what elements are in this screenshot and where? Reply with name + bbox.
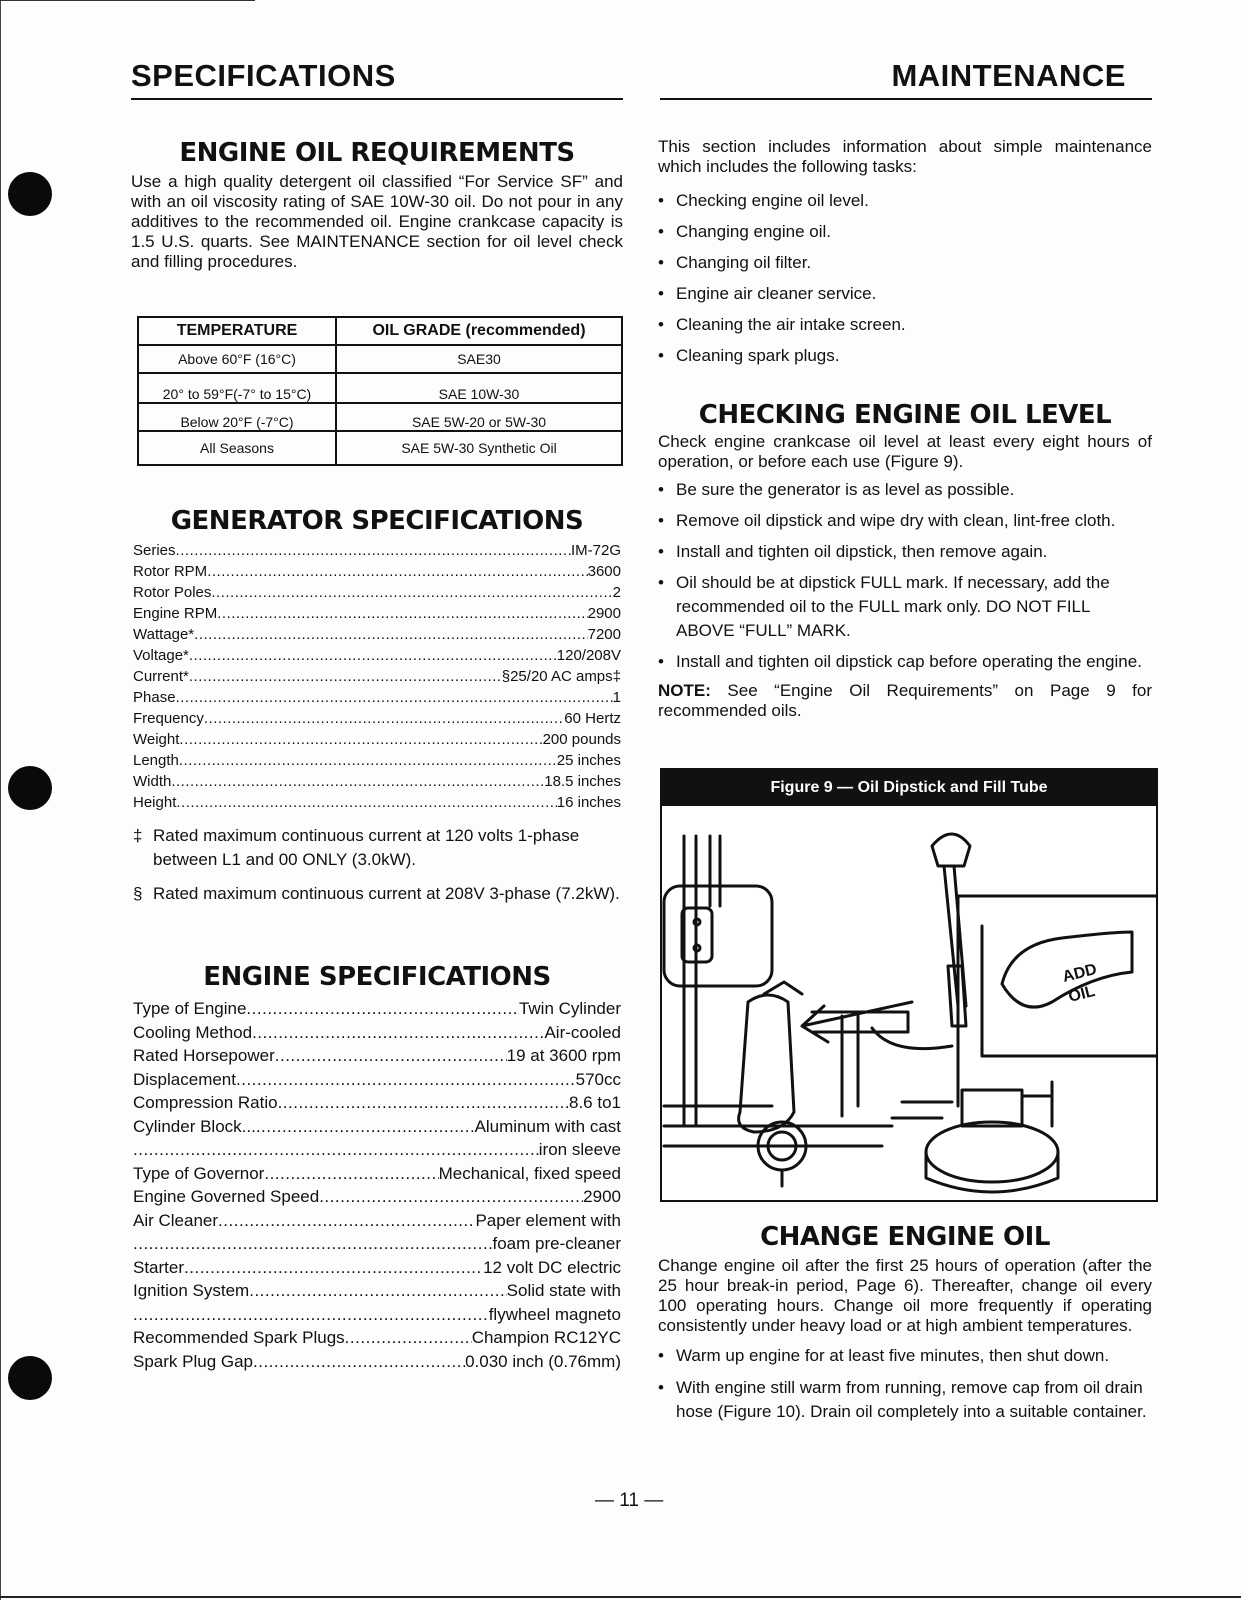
spec-label: Length: [133, 752, 179, 769]
maintenance-task-list: [658, 185, 1152, 371]
spec-row: [133, 1068, 621, 1092]
spec-label: Air Cleaner: [133, 1210, 219, 1230]
spec-value: 18.5 inches: [544, 773, 621, 790]
spec-label: Wattage*: [133, 626, 195, 643]
oil-grade-cell: SAE 5W-20 or 5W-30: [336, 403, 622, 431]
spec-value: 570cc: [575, 1069, 621, 1089]
spec-value: IM-72G: [570, 542, 621, 559]
spec-row: [133, 666, 621, 687]
footnote-text: Rated maximum continuous current at 208V 3-phase (7.2kW).: [153, 884, 620, 903]
table-row: [138, 403, 622, 431]
spec-row: [133, 582, 621, 603]
checking-oil-section: [658, 400, 1152, 721]
spec-value: §25/20 AC amps‡: [501, 668, 621, 685]
spec-value: 3600: [587, 563, 621, 580]
figure-9-caption: Figure 9 — Oil Dipstick and Fill Tube: [662, 770, 1156, 806]
spec-value: flywheel magneto: [488, 1304, 621, 1324]
dot-leader: [204, 708, 564, 729]
spec-value: 200 pounds: [542, 731, 621, 748]
dot-leader: [179, 729, 542, 750]
engine-spec-list: [133, 997, 621, 1373]
spec-label: Frequency: [133, 710, 204, 727]
dot-leader: [236, 1068, 576, 1092]
change-oil-section: [658, 1222, 1152, 1424]
spec-value: Twin Cylinder: [518, 999, 621, 1018]
spec-row: [133, 750, 621, 771]
spec-label: Engine RPM: [133, 605, 218, 622]
engine-specifications-title: ENGINE SPECIFICATIONS: [203, 962, 551, 992]
spec-label: Weight: [133, 731, 180, 748]
spec-row: [133, 771, 621, 792]
page-number: — 11 —: [595, 1490, 664, 1511]
dot-leader: [252, 1021, 544, 1045]
spec-label: Ignition System: [133, 1281, 250, 1300]
spec-row: [133, 1232, 621, 1256]
scan-top-line: [0, 0, 255, 1]
dot-leader: [264, 1162, 438, 1186]
engine-oil-requirements-text: Use a high quality detergent oil classified “For Service SF” and with an oil viscosity rating of SAE 10W-30 oil. Do not pour in any additives to the recommended oil. Engine crankcase capacity is 1.5 U.S. quarts. See MAINTENANCE section for oil level check and filling procedures.: [131, 172, 623, 271]
spec-row: [133, 603, 621, 624]
spec-row: [133, 561, 621, 582]
spec-value: 60 Hertz: [564, 710, 621, 727]
spec-label: Voltage*: [133, 647, 189, 664]
engine-oil-requirements-title: ENGINE OIL REQUIREMENTS: [179, 138, 575, 168]
oil-grade-cell: SAE 5W-30 Synthetic Oil: [336, 431, 622, 465]
spec-row: [133, 1138, 621, 1162]
list-item: • Changing oil filter.: [658, 247, 1152, 278]
spec-value: 12 volt DC electric: [483, 1257, 621, 1277]
list-item: • Install and tighten oil dipstick cap before operating the engine.: [658, 650, 1152, 674]
dot-leader: [176, 792, 556, 813]
dot-leader: [189, 645, 557, 666]
spec-value: Champion RC12YC: [471, 1328, 621, 1347]
footnote-text: Rated maximum continuous current at 120 volts 1-phase between L1 and 00 ONLY (3.0kW).: [153, 826, 580, 869]
table-row: [138, 373, 622, 403]
list-item: • Cleaning the air intake screen.: [658, 309, 1152, 340]
oil-grade-column-header: OIL GRADE (recommended): [336, 317, 622, 345]
scan-bottom-line: [0, 1596, 1241, 1598]
footnote-symbol: §: [133, 884, 143, 903]
generator-spec-notes: [133, 824, 625, 906]
list-item: • Be sure the generator is as level as possible.: [658, 478, 1152, 502]
spec-label: Type of Engine: [133, 999, 247, 1018]
spec-label: Starter: [133, 1257, 185, 1277]
dot-leader: [184, 1256, 483, 1280]
maintenance-intro-text: This section includes information about simple maintenance which includes the following tasks:: [658, 137, 1152, 176]
list-item: • Warm up engine for at least five minutes, then shut down.: [658, 1344, 1152, 1368]
spec-row: [133, 1091, 621, 1115]
spec-row: [133, 729, 621, 750]
spec-value: 0.030 inch (0.76mm): [465, 1351, 621, 1371]
list-item: • Remove oil dipstick and wipe dry with clean, lint-free cloth.: [658, 509, 1152, 533]
spec-value: 2: [612, 584, 621, 601]
dot-leader: [275, 1044, 507, 1068]
change-oil-steps: [658, 1344, 1152, 1424]
dot-leader: [176, 687, 613, 708]
dot-leader: [217, 603, 587, 624]
dot-leader: [345, 1326, 472, 1350]
punch-hole-2: [8, 766, 52, 810]
note-label: NOTE:: [658, 681, 711, 700]
figure-9: [660, 768, 1158, 1202]
spec-row: [133, 1303, 621, 1327]
spec-label: Phase: [133, 689, 176, 706]
spec-value: 25 inches: [556, 752, 621, 769]
page-left-edge: [0, 0, 1, 1600]
spec-label: Type of Governor: [133, 1163, 265, 1183]
engine-oil-requirements-section: [131, 138, 623, 272]
dot-leader: [319, 1185, 583, 1209]
list-item: • With engine still warm from running, remove cap from oil drain hose (Figure 10). Drain oil completely into a suitable container.: [658, 1376, 1152, 1424]
maintenance-header: MAINTENANCE: [891, 58, 1126, 93]
checking-oil-text: Check engine crankcase oil level at least every eight hours of operation, or before each use (Figure 9).: [658, 432, 1152, 471]
add-oil-label-2: OIL: [1066, 982, 1097, 1006]
spec-label: Cylinder Block...: [133, 1116, 256, 1136]
spec-row: [133, 1021, 621, 1045]
list-item: • Engine air cleaner service.: [658, 278, 1152, 309]
list-item: • Cleaning spark plugs.: [658, 340, 1152, 371]
dot-leader: [133, 1232, 492, 1256]
spec-value: 19 at 3600 rpm: [506, 1046, 621, 1065]
spec-value: iron sleeve: [538, 1140, 621, 1159]
spec-value: 2900: [587, 605, 621, 622]
footnote-double-dagger: [133, 824, 625, 872]
dot-leader: [194, 624, 587, 645]
spec-row: [133, 792, 621, 813]
punch-hole-1: [8, 172, 52, 216]
spec-label: Rotor Poles: [133, 584, 212, 601]
checking-oil-note: [658, 681, 1152, 721]
generator-specifications-title: GENERATOR SPECIFICATIONS: [170, 506, 584, 536]
spec-label: Width: [133, 773, 172, 790]
dot-leader: [211, 582, 612, 603]
spec-row: [133, 708, 621, 729]
spec-row: [133, 1350, 621, 1374]
list-item: • Changing engine oil.: [658, 216, 1152, 247]
spec-row: [133, 687, 621, 708]
oil-grade-cell: SAE30: [336, 345, 622, 373]
dot-leader: [171, 771, 544, 792]
spec-label: Series: [133, 542, 176, 559]
dot-leader: [207, 561, 587, 582]
dot-leader: [278, 1091, 569, 1115]
spec-row: [133, 1256, 621, 1280]
spec-value: Solid state with: [506, 1281, 621, 1300]
temperature-column-header: TEMPERATURE: [138, 317, 336, 345]
specifications-header: SPECIFICATIONS: [131, 58, 396, 93]
dot-leader: [256, 1115, 475, 1139]
temperature-cell: 20° to 59°F(-7° to 15°C): [138, 373, 336, 403]
dot-leader: [179, 750, 557, 771]
spec-value: 120/208V: [556, 647, 621, 664]
dot-leader: [249, 1279, 506, 1303]
temperature-cell: Above 60°F (16°C): [138, 345, 336, 373]
header-rule-left: [131, 98, 623, 100]
spec-row: [133, 1044, 621, 1068]
spec-value: Paper element with: [475, 1210, 621, 1230]
spec-label: Cooling Method: [133, 1022, 253, 1042]
spec-label: Displacement: [133, 1069, 236, 1089]
generator-spec-list: [133, 540, 621, 813]
list-item: • Oil should be at dipstick FULL mark. If necessary, add the recommended oil to the FULL mark only. DO NOT FILL ABOVE “FULL” MARK.: [658, 571, 1152, 643]
header-rule-right: [660, 98, 1152, 100]
punch-hole-3: [8, 1356, 52, 1400]
note-text: See “Engine Oil Requirements” on Page 9 for recommended oils.: [658, 681, 1152, 720]
table-row: [138, 431, 622, 465]
spec-row: [133, 645, 621, 666]
dot-leader: [133, 1303, 489, 1327]
oil-grade-cell: SAE 10W-30: [336, 373, 622, 403]
spec-value: 2900: [583, 1187, 621, 1206]
spec-row: [133, 1209, 621, 1233]
spec-value: Aluminum with cast: [474, 1116, 621, 1136]
spec-label: Current*: [133, 668, 189, 685]
oil-dipstick-illustration: [662, 806, 1156, 1198]
dot-leader: [133, 1138, 539, 1162]
spec-row: [133, 997, 621, 1021]
spec-value: Mechanical, fixed speed: [438, 1163, 621, 1183]
spec-value: 7200: [587, 626, 621, 643]
change-oil-title: CHANGE ENGINE OIL: [760, 1222, 1050, 1252]
spec-value: Air-cooled: [544, 1022, 621, 1042]
dot-leader: [176, 540, 571, 561]
spec-value: 8.6 to1: [569, 1093, 621, 1112]
table-row: [138, 345, 622, 373]
spec-row: [133, 1115, 621, 1139]
maintenance-intro-section: [658, 137, 1152, 371]
checking-oil-steps: [658, 478, 1152, 674]
temperature-cell: Below 20°F (-7°C): [138, 403, 336, 431]
spec-row: [133, 1162, 621, 1186]
dot-leader: [218, 1209, 475, 1233]
dot-leader: [253, 1350, 465, 1374]
list-item: • Checking engine oil level.: [658, 185, 1152, 216]
spec-label: Rotor RPM: [133, 563, 208, 580]
spec-value: 1: [612, 689, 621, 706]
spec-row: [133, 1279, 621, 1303]
change-oil-text: Change engine oil after the first 25 hours of operation (after the 25 hour break-in period, Page 6). Thereafter, change oil every 100 operating hours. Change oil more frequently if operating consistently under heavy load or at high ambient temperatures.: [658, 1256, 1152, 1335]
spec-label: Spark Plug Gap: [133, 1351, 254, 1371]
spec-value: foam pre-cleaner: [492, 1234, 621, 1253]
spec-label: Compression Ratio: [133, 1093, 278, 1112]
spec-label: Recommended Spark Plugs: [133, 1328, 345, 1347]
spec-label: Height: [133, 794, 177, 811]
dot-leader: [246, 997, 519, 1021]
table-header-row: [138, 317, 622, 345]
spec-label: Rated Horsepower: [133, 1046, 275, 1065]
footnote-section-mark: [133, 882, 625, 906]
spec-row: [133, 540, 621, 561]
spec-row: [133, 624, 621, 645]
list-item: • Install and tighten oil dipstick, then remove again.: [658, 540, 1152, 564]
dot-leader: [189, 666, 502, 687]
temperature-cell: All Seasons: [138, 431, 336, 465]
oil-grade-table: [137, 316, 623, 466]
add-oil-label-1: ADD: [1060, 960, 1099, 986]
spec-value: 16 inches: [556, 794, 621, 811]
spec-label: Engine Governed Speed: [133, 1187, 320, 1206]
checking-oil-title: CHECKING ENGINE OIL LEVEL: [698, 400, 1112, 430]
spec-row: [133, 1326, 621, 1350]
footnote-symbol: ‡: [133, 826, 143, 845]
spec-row: [133, 1185, 621, 1209]
